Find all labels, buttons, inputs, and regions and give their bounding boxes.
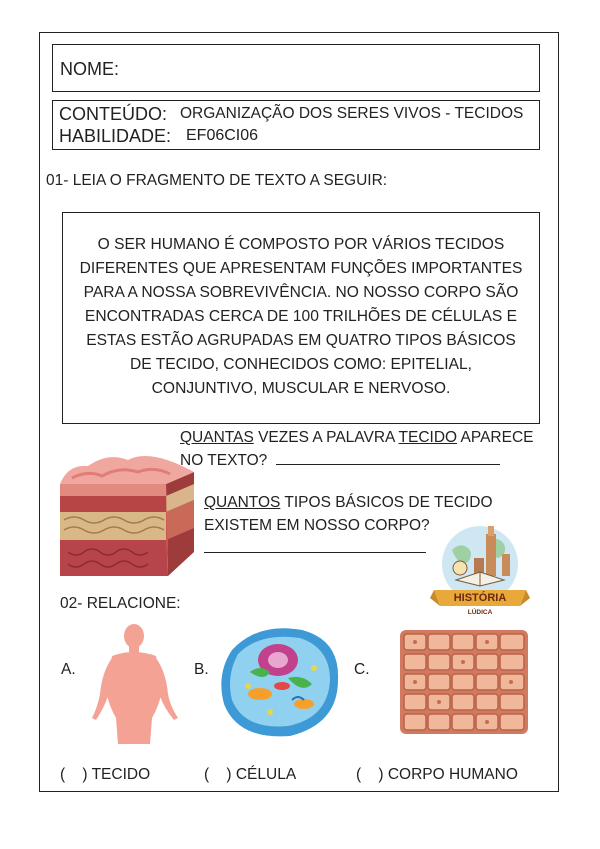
question-1b xyxy=(204,494,493,512)
skill-label: HABILIDADE: xyxy=(59,126,172,146)
label-b: B. xyxy=(194,661,209,678)
passage-line: DE TECIDO, CONHECIDOS COMO: EPITELIAL, xyxy=(130,356,472,373)
historia-ludica-logo xyxy=(430,520,530,616)
question-2-title: 02- RELACIONE: xyxy=(60,595,181,612)
question-1a-end: APARECE xyxy=(457,429,534,446)
answer-line-1b[interactable] xyxy=(204,552,426,553)
question-1b-text: TIPOS BÁSICOS DE TECIDO xyxy=(280,494,493,511)
question-1a-word-quantas: QUANTAS xyxy=(180,429,254,446)
content-label: CONTEÚDO: xyxy=(59,104,167,124)
passage-line: ESTAS ESTÃO AGRUPADAS EM QUATRO TIPOS BÁSICOS xyxy=(86,332,516,349)
question-1b-line2: EXISTEM EM NOSSO CORPO? xyxy=(204,517,430,534)
answer-line-1a[interactable] xyxy=(276,464,500,465)
question-1b-word-quantos: QUANTOS xyxy=(204,494,281,511)
passage-line: PARA A NOSSA SOBREVIVÊNCIA. NO NOSSO CORPO SÃO xyxy=(83,284,519,301)
passage-line: CONJUNTIVO, MUSCULAR E NERVOSO. xyxy=(151,380,451,397)
logo-text-bottom: LÚDICA xyxy=(467,609,493,616)
name-label: NOME: xyxy=(60,59,120,79)
tissue-block-illustration xyxy=(58,444,198,582)
label-c: C. xyxy=(354,661,370,678)
epithelial-tissue-illustration xyxy=(398,626,530,738)
text-passage xyxy=(62,212,540,424)
content-value: ORGANIZAÇÃO DOS SERES VIVOS - TECIDOS xyxy=(180,105,524,122)
passage-line: DIFERENTES QUE APRESENTAM FUNÇÕES IMPORTANTES xyxy=(79,260,523,277)
option-celula[interactable]: ( ) CÉLULA xyxy=(204,766,297,783)
question-1-title: 01- LEIA O FRAGMENTO DE TEXTO A SEGUIR: xyxy=(46,172,388,189)
question-1a-word-tecido: TECIDO xyxy=(398,429,458,446)
skill-value: EF06CI06 xyxy=(186,127,259,144)
passage-line: O SER HUMANO É COMPOSTO POR VÁRIOS TECIDOS xyxy=(97,236,505,253)
human-body-illustration xyxy=(88,622,184,744)
name-box[interactable] xyxy=(52,44,540,92)
logo-text-top: HISTÓRIA xyxy=(453,592,507,604)
question-1a xyxy=(180,429,533,447)
question-1a-text: VEZES A PALAVRA xyxy=(253,429,399,446)
passage-line: ENCONTRADAS CERCA DE 100 TRILHÕES DE CÉLULAS E xyxy=(84,308,518,325)
label-a: A. xyxy=(61,661,76,678)
option-tecido[interactable]: ( ) TECIDO xyxy=(60,766,151,783)
animal-cell-illustration xyxy=(218,620,342,742)
option-corpo-humano[interactable]: ( ) CORPO HUMANO xyxy=(356,766,518,783)
question-1a-line2-text: NO TEXTO? xyxy=(180,452,268,469)
question-1a-line2 xyxy=(180,452,500,470)
